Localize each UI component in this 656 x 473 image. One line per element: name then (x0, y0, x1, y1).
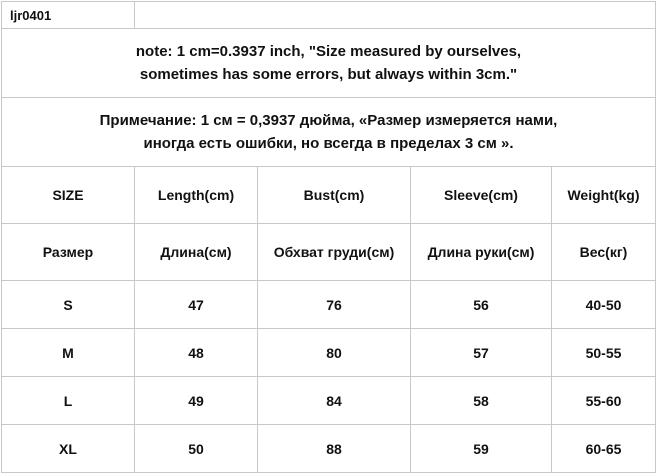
header-sleeve-ru: Длина руки(см) (411, 224, 552, 281)
note-ru-line-1: Примечание: 1 см = 0,3937 дюйма, «Размер измеряется нами, (99, 112, 558, 129)
note-en-row (2, 29, 656, 98)
sleeve-cell: 59 (411, 425, 552, 473)
bust-cell: 84 (258, 377, 411, 425)
note-ru-line-2: иногда есть ошибки, но всегда в пределах 3 см ». (143, 135, 514, 152)
header-row-ru (2, 224, 656, 281)
table-row (2, 377, 656, 425)
note-en-line-1: note: 1 cm=0.3937 inch, "Size measured by ourselves, (135, 43, 522, 60)
sleeve-cell: 57 (411, 329, 552, 377)
weight-cell: 50-55 (552, 329, 656, 377)
product-code-row (2, 2, 656, 29)
size-chart (1, 1, 655, 457)
header-sleeve: Sleeve(cm) (411, 167, 552, 224)
length-cell: 49 (135, 377, 258, 425)
sleeve-cell: 58 (411, 377, 552, 425)
weight-cell: 55-60 (552, 377, 656, 425)
size-cell: M (2, 329, 135, 377)
header-length-ru: Длина(см) (135, 224, 258, 281)
length-cell: 47 (135, 281, 258, 329)
empty-cell (135, 2, 656, 29)
header-weight-ru: Вес(кг) (552, 224, 656, 281)
note-ru (2, 98, 656, 167)
header-bust-ru: Обхват груди(см) (258, 224, 411, 281)
header-bust: Bust(cm) (258, 167, 411, 224)
sleeve-cell: 56 (411, 281, 552, 329)
weight-cell: 60-65 (552, 425, 656, 473)
header-size: SIZE (2, 167, 135, 224)
bust-cell: 80 (258, 329, 411, 377)
length-cell: 48 (135, 329, 258, 377)
product-code: ljr0401 (2, 2, 135, 29)
table-row (2, 329, 656, 377)
bust-cell: 76 (258, 281, 411, 329)
table-row (2, 281, 656, 329)
bust-cell: 88 (258, 425, 411, 473)
note-ru-row (2, 98, 656, 167)
note-en (2, 29, 656, 98)
table-row (2, 425, 656, 473)
header-length: Length(cm) (135, 167, 258, 224)
header-row-en (2, 167, 656, 224)
header-weight: Weight(kg) (552, 167, 656, 224)
size-table (1, 1, 656, 473)
size-cell: XL (2, 425, 135, 473)
header-size-ru: Размер (2, 224, 135, 281)
length-cell: 50 (135, 425, 258, 473)
size-cell: S (2, 281, 135, 329)
weight-cell: 40-50 (552, 281, 656, 329)
size-cell: L (2, 377, 135, 425)
note-en-line-2: sometimes has some errors, but always within 3cm." (139, 66, 518, 83)
